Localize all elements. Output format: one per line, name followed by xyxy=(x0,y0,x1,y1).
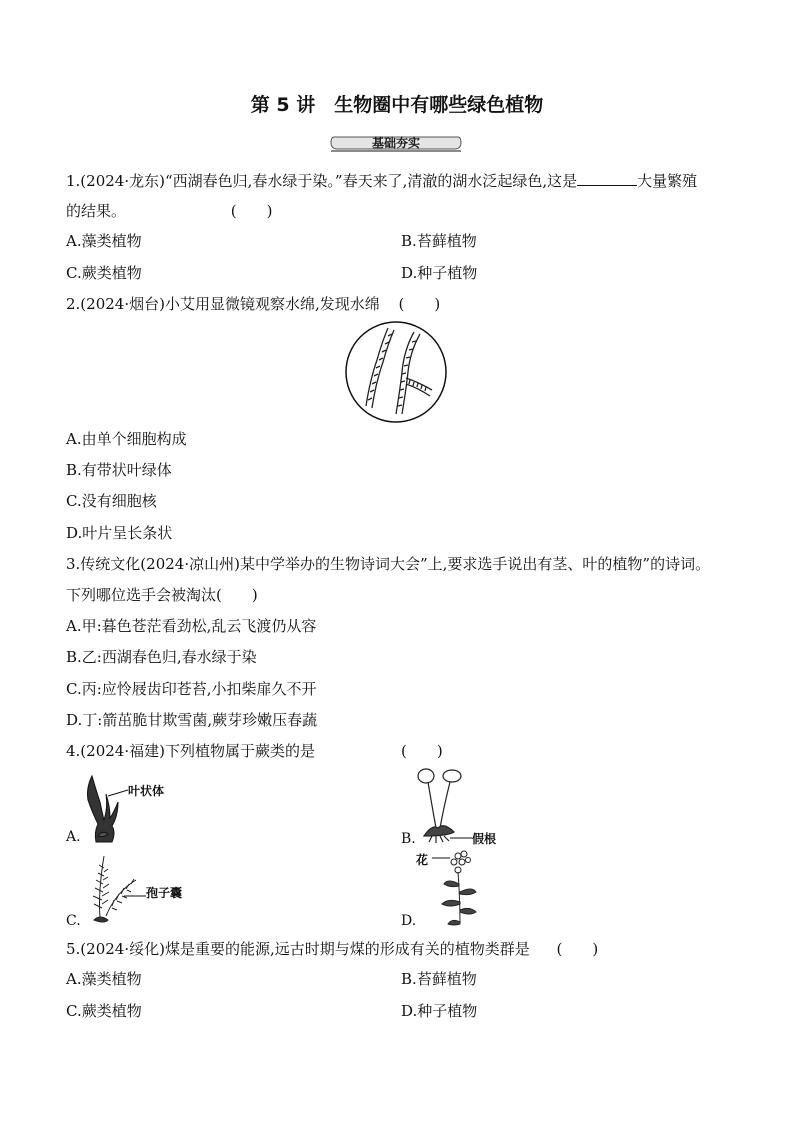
q1-stem-line2 xyxy=(66,201,273,221)
q4-option-a-letter[interactable]: A. xyxy=(66,829,81,845)
q5-option-a[interactable]: A.藻类植物 xyxy=(66,970,142,988)
q4-label-rhizoid: 假根 xyxy=(472,832,497,846)
q4-label-thallus: 叶状体 xyxy=(128,784,165,798)
q5-answer-paren[interactable]: ( ) xyxy=(556,940,599,958)
q2-option-d[interactable]: D.叶片呈长条状 xyxy=(66,524,173,542)
q5-option-b[interactable]: B.苔藓植物 xyxy=(401,970,477,988)
q3-option-b[interactable]: B.乙:西湖春色归,春水绿于染 xyxy=(66,648,257,666)
q1-answer-paren[interactable]: ( ) xyxy=(230,202,273,220)
q3-stem-line1: 3.传统文化(2024·凉山州)某中学举办的生物诗词大会”上,要求选手说出有茎、叶的植物”的诗词。 xyxy=(66,555,711,573)
section-badge xyxy=(330,135,462,153)
q1-option-a[interactable]: A.藻类植物 xyxy=(66,232,142,250)
q4-stem xyxy=(66,741,315,761)
section-badge-label: 基础夯实 xyxy=(371,136,420,150)
q2-option-b[interactable]: B.有带状叶绿体 xyxy=(66,461,172,479)
q3-option-c[interactable]: C.丙:应怜屐齿印苍苔,小扣柴扉久不开 xyxy=(66,680,317,698)
q4-option-c-letter[interactable]: C. xyxy=(66,913,81,929)
spirogyra-microscope-figure xyxy=(344,320,448,424)
q4-option-b-letter[interactable]: B. xyxy=(401,831,416,847)
page-title: 第 5 讲 生物圈中有哪些绿色植物 xyxy=(250,94,544,116)
q2-stem xyxy=(66,294,440,314)
q1-stem-text: 1.(2024·龙东)“西湖春色归,春水绿于染。”春天来了,清澈的湖水泛起绿色,这是 xyxy=(66,172,578,190)
q3-stem-line2: 下列哪位选手会被淘汰( ) xyxy=(66,586,258,604)
q5-stem-text: 5.(2024·绥化)煤是重要的能源,远古时期与煤的形成有关的植物类群是 xyxy=(66,940,530,958)
q5-option-c[interactable]: C.蕨类植物 xyxy=(66,1002,142,1020)
q1-option-d[interactable]: D.种子植物 xyxy=(401,264,478,282)
q2-stem-text: 2.(2024·烟台)小艾用显微镜观察水绵,发现水绵 xyxy=(66,295,380,313)
q4-option-b-moss-plant-icon[interactable] xyxy=(414,766,474,844)
q4-option-d-letter[interactable]: D. xyxy=(401,913,417,929)
q2-option-c[interactable]: C.没有细胞核 xyxy=(66,492,157,510)
q4-option-d-flowering-plant-icon[interactable] xyxy=(430,848,484,928)
q2-answer-paren[interactable]: ( ) xyxy=(398,295,441,313)
q4-label-sporangium: 孢子囊 xyxy=(146,886,183,900)
q1-stem-text-end: 大量繁殖 xyxy=(637,172,698,190)
q1-option-c[interactable]: C.蕨类植物 xyxy=(66,264,142,282)
q5-option-d[interactable]: D.种子植物 xyxy=(401,1002,478,1020)
q3-option-d[interactable]: D.丁:箭茁脆甘欺雪菌,蕨芽珍嫩压春蔬 xyxy=(66,711,318,729)
q3-option-a[interactable]: A.甲:暮色苍茫看劲松,乱云飞渡仍从容 xyxy=(66,617,317,635)
q2-option-a[interactable]: A.由单个细胞构成 xyxy=(66,430,187,448)
q4-label-flower: 花 xyxy=(416,853,429,867)
q1-option-b[interactable]: B.苔藓植物 xyxy=(401,232,477,250)
q4-option-c-fern-plant-icon[interactable] xyxy=(84,852,148,924)
q1-stem-text2: 的结果。 xyxy=(66,202,127,220)
q1-stem-line1 xyxy=(66,170,697,191)
q5-stem xyxy=(66,939,598,959)
q4-stem-text: 4.(2024·福建)下列植物属于蕨类的是 xyxy=(66,742,315,760)
q1-answer-blank[interactable] xyxy=(577,170,637,186)
q4-answer-paren[interactable]: ( ) xyxy=(401,742,443,760)
